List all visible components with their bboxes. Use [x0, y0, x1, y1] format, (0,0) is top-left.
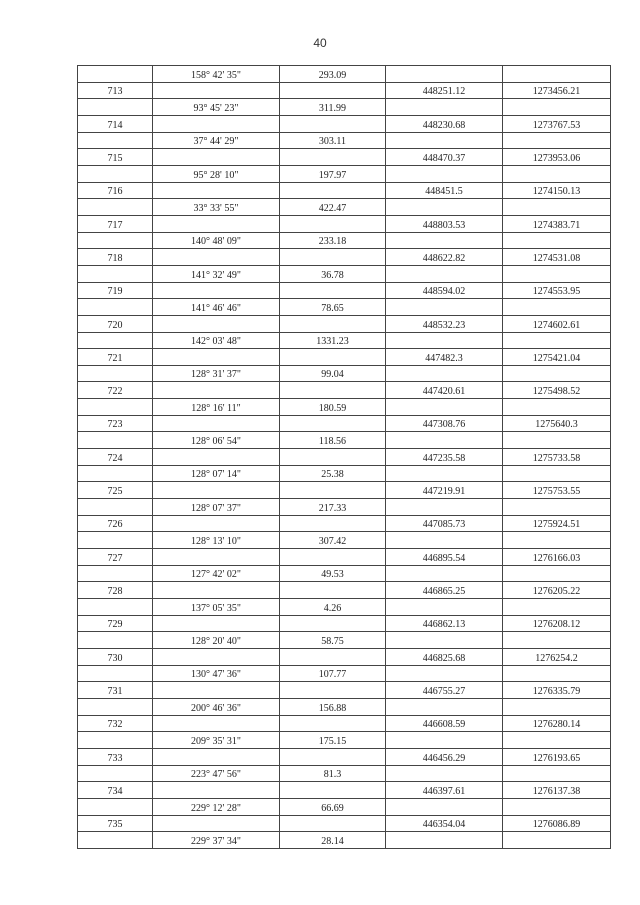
y-coordinate-cell	[503, 732, 611, 749]
point-row	[78, 349, 611, 366]
bearing-cell: 229° 37' 34"	[153, 832, 280, 849]
y-coordinate-cell	[503, 798, 611, 815]
table-body	[78, 66, 611, 849]
x-coordinate-cell: 447085.73	[386, 515, 503, 532]
point-row	[78, 549, 611, 566]
distance-cell	[280, 648, 386, 665]
bearing-cell	[153, 282, 280, 299]
point-number-cell	[78, 532, 153, 549]
point-number-cell	[78, 698, 153, 715]
point-number-cell	[78, 765, 153, 782]
distance-cell	[280, 515, 386, 532]
point-number-cell: 715	[78, 149, 153, 166]
bearing-cell: 223° 47' 56"	[153, 765, 280, 782]
bearing-cell: 229° 12' 28"	[153, 798, 280, 815]
y-coordinate-cell	[503, 99, 611, 116]
segment-row	[78, 232, 611, 249]
y-coordinate-cell: 1275640.3	[503, 415, 611, 432]
point-number-cell: 728	[78, 582, 153, 599]
point-number-cell: 722	[78, 382, 153, 399]
x-coordinate-cell	[386, 399, 503, 416]
x-coordinate-cell	[386, 698, 503, 715]
x-coordinate-cell: 448230.68	[386, 115, 503, 132]
y-coordinate-cell	[503, 132, 611, 149]
point-row	[78, 748, 611, 765]
survey-coordinates-table	[77, 65, 611, 849]
x-coordinate-cell	[386, 299, 503, 316]
bearing-cell: 158° 42' 35"	[153, 66, 280, 83]
bearing-cell	[153, 715, 280, 732]
distance-cell	[280, 282, 386, 299]
y-coordinate-cell	[503, 432, 611, 449]
distance-cell: 118.56	[280, 432, 386, 449]
bearing-cell	[153, 549, 280, 566]
distance-cell: 28.14	[280, 832, 386, 849]
distance-cell: 58.75	[280, 632, 386, 649]
x-coordinate-cell	[386, 732, 503, 749]
distance-cell	[280, 449, 386, 466]
distance-cell	[280, 682, 386, 699]
distance-cell	[280, 549, 386, 566]
point-number-cell	[78, 299, 153, 316]
distance-cell: 307.42	[280, 532, 386, 549]
point-number-cell: 731	[78, 682, 153, 699]
distance-cell	[280, 782, 386, 799]
point-row	[78, 182, 611, 199]
x-coordinate-cell: 448451.5	[386, 182, 503, 199]
point-row	[78, 482, 611, 499]
point-row	[78, 648, 611, 665]
point-row	[78, 449, 611, 466]
y-coordinate-cell	[503, 465, 611, 482]
y-coordinate-cell: 1274553.95	[503, 282, 611, 299]
distance-cell: 66.69	[280, 798, 386, 815]
bearing-cell: 128° 13' 10"	[153, 532, 280, 549]
x-coordinate-cell	[386, 132, 503, 149]
point-number-cell	[78, 399, 153, 416]
bearing-cell: 128° 20' 40"	[153, 632, 280, 649]
y-coordinate-cell: 1275753.55	[503, 482, 611, 499]
x-coordinate-cell	[386, 565, 503, 582]
bearing-cell: 130° 47' 36"	[153, 665, 280, 682]
point-number-cell: 733	[78, 748, 153, 765]
distance-cell: 422.47	[280, 199, 386, 216]
point-row	[78, 382, 611, 399]
point-number-cell	[78, 798, 153, 815]
distance-cell	[280, 415, 386, 432]
y-coordinate-cell: 1276208.12	[503, 615, 611, 632]
point-number-cell: 724	[78, 449, 153, 466]
y-coordinate-cell: 1275733.58	[503, 449, 611, 466]
bearing-cell	[153, 182, 280, 199]
point-number-cell	[78, 599, 153, 616]
y-coordinate-cell: 1274531.08	[503, 249, 611, 266]
point-number-cell: 726	[78, 515, 153, 532]
segment-row	[78, 665, 611, 682]
x-coordinate-cell: 446608.59	[386, 715, 503, 732]
segment-row	[78, 299, 611, 316]
bearing-cell	[153, 415, 280, 432]
point-number-cell	[78, 832, 153, 849]
x-coordinate-cell: 447420.61	[386, 382, 503, 399]
point-number-cell	[78, 432, 153, 449]
y-coordinate-cell	[503, 532, 611, 549]
y-coordinate-cell: 1276166.03	[503, 549, 611, 566]
distance-cell: 293.09	[280, 66, 386, 83]
segment-row	[78, 465, 611, 482]
segment-row	[78, 798, 611, 815]
bearing-cell: 95° 28' 10"	[153, 165, 280, 182]
bearing-cell: 128° 06' 54"	[153, 432, 280, 449]
point-row	[78, 149, 611, 166]
x-coordinate-cell	[386, 432, 503, 449]
x-coordinate-cell: 447219.91	[386, 482, 503, 499]
point-number-cell: 729	[78, 615, 153, 632]
y-coordinate-cell: 1275924.51	[503, 515, 611, 532]
y-coordinate-cell: 1274602.61	[503, 315, 611, 332]
x-coordinate-cell: 448622.82	[386, 249, 503, 266]
x-coordinate-cell	[386, 599, 503, 616]
x-coordinate-cell: 446397.61	[386, 782, 503, 799]
x-coordinate-cell: 448594.02	[386, 282, 503, 299]
segment-row	[78, 565, 611, 582]
bearing-cell	[153, 249, 280, 266]
y-coordinate-cell	[503, 399, 611, 416]
distance-cell	[280, 315, 386, 332]
point-number-cell	[78, 66, 153, 83]
x-coordinate-cell	[386, 265, 503, 282]
x-coordinate-cell	[386, 199, 503, 216]
y-coordinate-cell	[503, 165, 611, 182]
bearing-cell	[153, 748, 280, 765]
bearing-cell: 141° 46' 46"	[153, 299, 280, 316]
y-coordinate-cell	[503, 565, 611, 582]
bearing-cell: 128° 07' 37"	[153, 499, 280, 516]
y-coordinate-cell	[503, 665, 611, 682]
segment-row	[78, 399, 611, 416]
segment-row	[78, 732, 611, 749]
point-number-cell: 717	[78, 215, 153, 232]
point-row	[78, 682, 611, 699]
point-row	[78, 815, 611, 832]
y-coordinate-cell: 1276193.65	[503, 748, 611, 765]
point-number-cell: 718	[78, 249, 153, 266]
y-coordinate-cell: 1274383.71	[503, 215, 611, 232]
x-coordinate-cell: 446862.13	[386, 615, 503, 632]
point-row	[78, 82, 611, 99]
distance-cell: 78.65	[280, 299, 386, 316]
distance-cell: 156.88	[280, 698, 386, 715]
y-coordinate-cell: 1275421.04	[503, 349, 611, 366]
page-number: 40	[313, 36, 327, 50]
distance-cell: 175.15	[280, 732, 386, 749]
point-number-cell	[78, 232, 153, 249]
distance-cell: 4.26	[280, 599, 386, 616]
distance-cell	[280, 115, 386, 132]
distance-cell	[280, 249, 386, 266]
bearing-cell	[153, 149, 280, 166]
y-coordinate-cell: 1276254.2	[503, 648, 611, 665]
x-coordinate-cell	[386, 99, 503, 116]
segment-row	[78, 199, 611, 216]
bearing-cell: 200° 46' 36"	[153, 698, 280, 715]
point-number-cell	[78, 665, 153, 682]
distance-cell	[280, 215, 386, 232]
distance-cell	[280, 582, 386, 599]
y-coordinate-cell: 1273456.21	[503, 82, 611, 99]
segment-row	[78, 632, 611, 649]
distance-cell	[280, 815, 386, 832]
bearing-cell: 209° 35' 31"	[153, 732, 280, 749]
bearing-cell: 140° 48' 09"	[153, 232, 280, 249]
x-coordinate-cell	[386, 232, 503, 249]
segment-row	[78, 365, 611, 382]
x-coordinate-cell: 446456.29	[386, 748, 503, 765]
point-row	[78, 715, 611, 732]
point-row	[78, 282, 611, 299]
y-coordinate-cell: 1276137.38	[503, 782, 611, 799]
x-coordinate-cell: 448803.53	[386, 215, 503, 232]
x-coordinate-cell: 446895.54	[386, 549, 503, 566]
point-number-cell: 735	[78, 815, 153, 832]
distance-cell: 311.99	[280, 99, 386, 116]
x-coordinate-cell: 447482.3	[386, 349, 503, 366]
point-row	[78, 415, 611, 432]
point-number-cell: 730	[78, 648, 153, 665]
y-coordinate-cell: 1273953.06	[503, 149, 611, 166]
x-coordinate-cell	[386, 332, 503, 349]
bearing-cell	[153, 615, 280, 632]
bearing-cell: 93° 45' 23"	[153, 99, 280, 116]
distance-cell: 217.33	[280, 499, 386, 516]
segment-row	[78, 698, 611, 715]
y-coordinate-cell: 1273767.53	[503, 115, 611, 132]
x-coordinate-cell: 446865.25	[386, 582, 503, 599]
segment-row	[78, 99, 611, 116]
y-coordinate-cell	[503, 599, 611, 616]
distance-cell	[280, 349, 386, 366]
point-number-cell: 732	[78, 715, 153, 732]
x-coordinate-cell: 446755.27	[386, 682, 503, 699]
bearing-cell	[153, 648, 280, 665]
bearing-cell: 128° 31' 37"	[153, 365, 280, 382]
y-coordinate-cell	[503, 832, 611, 849]
point-number-cell	[78, 732, 153, 749]
bearing-cell: 141° 32' 49"	[153, 265, 280, 282]
bearing-cell	[153, 115, 280, 132]
point-number-cell	[78, 265, 153, 282]
point-number-cell	[78, 632, 153, 649]
point-row	[78, 782, 611, 799]
y-coordinate-cell	[503, 199, 611, 216]
segment-row	[78, 165, 611, 182]
y-coordinate-cell	[503, 66, 611, 83]
y-coordinate-cell: 1275498.52	[503, 382, 611, 399]
bearing-cell	[153, 382, 280, 399]
point-row	[78, 115, 611, 132]
point-number-cell: 720	[78, 315, 153, 332]
y-coordinate-cell	[503, 365, 611, 382]
point-row	[78, 249, 611, 266]
x-coordinate-cell: 446825.68	[386, 648, 503, 665]
x-coordinate-cell	[386, 365, 503, 382]
x-coordinate-cell: 448470.37	[386, 149, 503, 166]
point-number-cell: 734	[78, 782, 153, 799]
distance-cell: 25.38	[280, 465, 386, 482]
point-number-cell: 727	[78, 549, 153, 566]
distance-cell: 49.53	[280, 565, 386, 582]
segment-row	[78, 265, 611, 282]
point-number-cell	[78, 199, 153, 216]
x-coordinate-cell	[386, 165, 503, 182]
distance-cell	[280, 149, 386, 166]
point-row	[78, 515, 611, 532]
bearing-cell	[153, 782, 280, 799]
bearing-cell: 37° 44' 29"	[153, 132, 280, 149]
distance-cell: 233.18	[280, 232, 386, 249]
segment-row	[78, 132, 611, 149]
y-coordinate-cell	[503, 332, 611, 349]
point-number-cell	[78, 565, 153, 582]
point-number-cell: 723	[78, 415, 153, 432]
distance-cell: 99.04	[280, 365, 386, 382]
distance-cell	[280, 182, 386, 199]
bearing-cell	[153, 515, 280, 532]
bearing-cell: 33° 33' 55"	[153, 199, 280, 216]
x-coordinate-cell	[386, 499, 503, 516]
distance-cell: 197.97	[280, 165, 386, 182]
segment-row	[78, 499, 611, 516]
x-coordinate-cell	[386, 532, 503, 549]
point-number-cell: 725	[78, 482, 153, 499]
bearing-cell: 142° 03' 48"	[153, 332, 280, 349]
distance-cell: 36.78	[280, 265, 386, 282]
segment-row	[78, 532, 611, 549]
bearing-cell	[153, 349, 280, 366]
point-number-cell	[78, 332, 153, 349]
distance-cell	[280, 715, 386, 732]
bearing-cell	[153, 582, 280, 599]
x-coordinate-cell: 448251.12	[386, 82, 503, 99]
distance-cell	[280, 748, 386, 765]
segment-row	[78, 599, 611, 616]
distance-cell	[280, 615, 386, 632]
point-number-cell: 716	[78, 182, 153, 199]
y-coordinate-cell	[503, 632, 611, 649]
y-coordinate-cell	[503, 698, 611, 715]
y-coordinate-cell	[503, 765, 611, 782]
point-number-cell: 714	[78, 115, 153, 132]
bearing-cell: 137° 05' 35"	[153, 599, 280, 616]
distance-cell: 81.3	[280, 765, 386, 782]
point-number-cell	[78, 465, 153, 482]
y-coordinate-cell	[503, 499, 611, 516]
point-number-cell	[78, 365, 153, 382]
bearing-cell	[153, 482, 280, 499]
point-number-cell: 713	[78, 82, 153, 99]
segment-row	[78, 765, 611, 782]
y-coordinate-cell: 1276335.79	[503, 682, 611, 699]
point-number-cell	[78, 99, 153, 116]
distance-cell: 180.59	[280, 399, 386, 416]
x-coordinate-cell	[386, 66, 503, 83]
x-coordinate-cell	[386, 832, 503, 849]
x-coordinate-cell	[386, 798, 503, 815]
distance-cell	[280, 482, 386, 499]
segment-row	[78, 432, 611, 449]
x-coordinate-cell	[386, 665, 503, 682]
y-coordinate-cell: 1274150.13	[503, 182, 611, 199]
y-coordinate-cell: 1276086.89	[503, 815, 611, 832]
point-number-cell	[78, 132, 153, 149]
bearing-cell: 127° 42' 02"	[153, 565, 280, 582]
bearing-cell	[153, 315, 280, 332]
bearing-cell	[153, 215, 280, 232]
point-number-cell: 719	[78, 282, 153, 299]
distance-cell	[280, 82, 386, 99]
x-coordinate-cell	[386, 765, 503, 782]
segment-row	[78, 332, 611, 349]
y-coordinate-cell	[503, 232, 611, 249]
distance-cell: 107.77	[280, 665, 386, 682]
bearing-cell: 128° 16' 11"	[153, 399, 280, 416]
x-coordinate-cell: 447235.58	[386, 449, 503, 466]
point-number-cell	[78, 499, 153, 516]
bearing-cell	[153, 82, 280, 99]
distance-cell	[280, 382, 386, 399]
point-row	[78, 582, 611, 599]
segment-row	[78, 832, 611, 849]
x-coordinate-cell	[386, 465, 503, 482]
x-coordinate-cell: 447308.76	[386, 415, 503, 432]
bearing-cell: 128° 07' 14"	[153, 465, 280, 482]
point-row	[78, 315, 611, 332]
point-row	[78, 215, 611, 232]
y-coordinate-cell: 1276205.22	[503, 582, 611, 599]
x-coordinate-cell: 446354.04	[386, 815, 503, 832]
y-coordinate-cell: 1276280.14	[503, 715, 611, 732]
x-coordinate-cell: 448532.23	[386, 315, 503, 332]
x-coordinate-cell	[386, 632, 503, 649]
y-coordinate-cell	[503, 265, 611, 282]
point-row	[78, 615, 611, 632]
distance-cell: 303.11	[280, 132, 386, 149]
bearing-cell	[153, 815, 280, 832]
segment-row	[78, 66, 611, 83]
bearing-cell	[153, 682, 280, 699]
point-number-cell	[78, 165, 153, 182]
distance-cell: 1331.23	[280, 332, 386, 349]
bearing-cell	[153, 449, 280, 466]
point-number-cell: 721	[78, 349, 153, 366]
y-coordinate-cell	[503, 299, 611, 316]
